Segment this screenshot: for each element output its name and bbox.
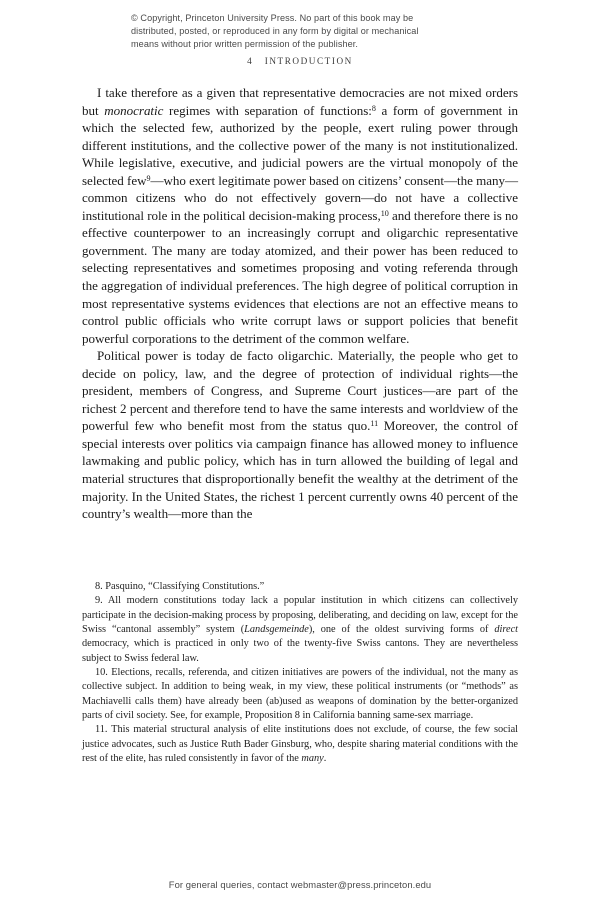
footnote-9-segment-1: 9. All modern constitutions today lack a popular institution in which citizens can collectively participate in the decision-making process by proposing, deliberating, and deciding on law, except for the Swiss “cantonal assembly” system (	[82, 595, 518, 636]
para1-segment-1: I take therefore as a given that representative democracies are not mixed orders but	[82, 85, 518, 118]
para1-segment-5: and therefore there is no effective counterpower to an increasingly corrupt and oligarchic representative government. The many are today atomized, and their power has been reduced to selecting representatives and sometimes proposing and voting referenda through the aggregation of individual preferences. The high degree of political corruption in most representative systems evidences that elections are not an effective means to control public officials who write corrupt laws or support policies that benefit powerful corporations to the detriment of the common welfare.	[82, 207, 519, 346]
copyright-line-3: means without prior written permission of the publisher.	[131, 39, 358, 50]
running-head-title: INTRODUCTION	[264, 56, 353, 66]
footnote-9-segment-2: ), one of the oldest surviving forms of	[308, 624, 495, 636]
footnote-10	[82, 666, 518, 723]
footnote-11-segment-2: .	[323, 753, 327, 765]
footnote-9-italic-direct: direct	[494, 624, 518, 636]
footnote-section	[82, 580, 518, 766]
footnote-8-text: 8. Pasquino, “Classifying Constitutions.”	[95, 581, 265, 592]
footnote-ref-11[interactable]: 11	[370, 419, 379, 429]
page-number: 4	[247, 56, 252, 66]
body-text-column	[82, 84, 518, 523]
footnote-9-italic-landsgemeinde: Landsgemeinde	[244, 624, 309, 636]
footnote-10-text: 10. Elections, recalls, referenda, and citizen initiatives are powers of the individual, not the many as collective subject. In addition to being weak, in my view, these political instruments (or “methods” as Machiavelli calls them) have already been (ab)used as weapons of domination by the better-organized parts of civil society. See, for example, Proposition 8 in California banning same-sex marriage.	[82, 667, 518, 722]
para1-segment-2: regimes with separation of functions:	[163, 102, 372, 118]
copyright-line-1: © Copyright, Princeton University Press. No part of this book may be	[131, 13, 414, 23]
para1-segment-4: —who exert legitimate power based on citizens’ consent—the many—common citizens who do not effectively govern—do not have a collective institutional role in the political decision-making process,	[82, 172, 518, 223]
footnote-9	[82, 594, 518, 666]
footnote-ref-9[interactable]: 9	[146, 173, 151, 183]
footnote-ref-8[interactable]: 8	[371, 103, 376, 113]
footnote-11-italic-many: many	[301, 753, 324, 765]
footnote-11	[82, 723, 518, 766]
para2-segment-1: Political power is today de facto oligarchic. Materially, the people who get to decide on policy, law, and the degree of protection of individual rights—the president, members of Congress, and Supreme Court justices—are part of the richest 2 percent and therefore tend to have the same interests and worldview of the powerful few who benefit most from the status quo.	[82, 348, 518, 434]
copyright-notice	[131, 12, 471, 52]
footnote-ref-10[interactable]: 10	[380, 208, 389, 218]
copyright-line-2: distributed, posted, or reproduced in any form by digital or mechanical	[131, 26, 419, 37]
running-head	[0, 56, 600, 66]
body-paragraph-1	[82, 84, 518, 347]
para2-segment-2: Moreover, the control of special interests over politics via campaign finance has allowed money to influence lawmaking and public policy, which has in turn allowed the building of legal and material structures that disproportionally benefit the wealthy at the detriment of the majority. In the United States, the richest 1 percent currently owns 40 percent of the country’s wealth—more than the	[82, 418, 518, 522]
footnote-9-segment-3: democracy, which is practiced in only two of the twenty-five Swiss cantons. They are nevertheless subject to Swiss federal law.	[82, 638, 518, 664]
footnote-11-segment-1: 11. This material structural analysis of elite institutions does not exclude, of course, the few social justice advocates, such as Justice Ruth Bader Ginsburg, who, despite sharing material conditions with the rest of the elite, has ruled consistently in favor of the	[82, 724, 518, 765]
footnote-8	[82, 580, 518, 594]
para1-segment-3: a form of government in which the selected few, authorized by the people, exert ruling power through different institutions, and the collective power of the many is not institutionalized. While legislative, executive, and judicial powers are the virtual monopoly of the selected few	[82, 102, 519, 188]
body-paragraph-2	[82, 347, 518, 522]
para1-italic-monocratic: monocratic	[104, 102, 164, 118]
general-queries-footer: For general queries, contact webmaster@press.princeton.edu	[168, 879, 432, 890]
